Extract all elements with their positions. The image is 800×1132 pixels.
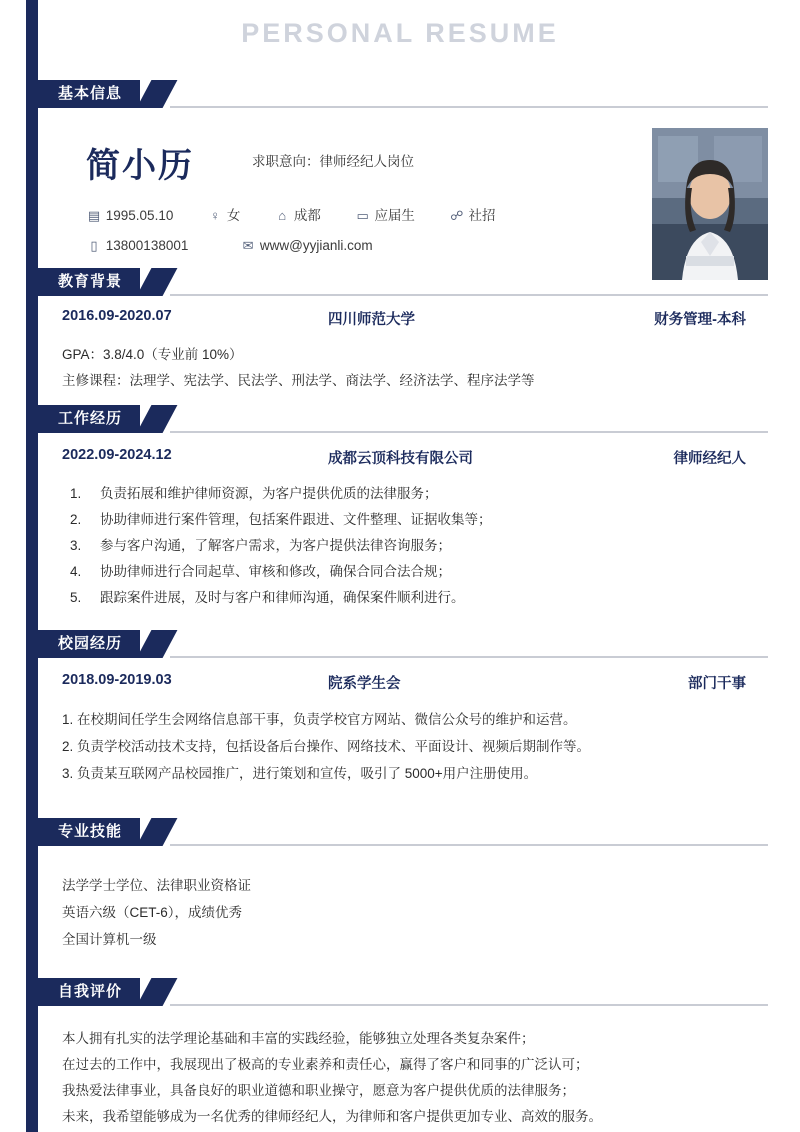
section-tag-tail <box>137 630 178 658</box>
work-company: 成都云顶科技有限公司 <box>328 451 473 467</box>
section-education <box>38 268 768 394</box>
list-item: 英语六级（CET-6），成绩优秀 <box>62 905 243 920</box>
meta-recruit-type-value: 社招 <box>468 208 496 223</box>
list-item: 1. 在校期间任学生会网络信息部干事，负责学校官方网站、微信公众号的维护和运营。 <box>62 712 577 727</box>
section-header-skills <box>38 818 768 846</box>
meta-birthdate <box>86 208 173 224</box>
work-date: 2022.09-2024.12 <box>62 447 172 463</box>
list-item: 3. 负责某互联网产品校园推广，进行策划和宣传，吸引了 5000+用户注册使用。 <box>62 766 538 781</box>
section-tag-tail <box>137 818 178 846</box>
basic-info-body <box>38 108 768 278</box>
meta-gender <box>207 204 240 224</box>
list-item <box>62 559 768 585</box>
list-item <box>62 585 768 611</box>
section-header-work <box>38 405 768 433</box>
phone-icon: ▯ <box>90 238 98 253</box>
education-school: 四川师范大学 <box>328 312 415 328</box>
meta-row-2 <box>86 238 403 254</box>
document-watermark: PERSONAL RESUME <box>241 18 559 48</box>
meta-birthdate-value: 1995.05.10 <box>105 208 174 223</box>
list-item <box>62 533 768 559</box>
work-bullet-list <box>62 481 768 611</box>
meta-phone <box>86 238 188 254</box>
section-title-education: 教育背景 <box>38 268 140 296</box>
meta-status-value: 应届生 <box>374 208 415 223</box>
section-work <box>38 405 768 611</box>
section-campus <box>38 630 768 787</box>
bullet-text: 跟踪案件进展，及时与客户和律师沟通，确保案件顺利进行。 <box>100 590 465 605</box>
list-item: 全国计算机一级 <box>62 932 157 947</box>
section-tag-tail <box>137 268 178 296</box>
campus-list <box>62 706 768 787</box>
education-body <box>38 296 768 394</box>
meta-phone-value: 13800138001 <box>105 238 189 253</box>
bullet-number: 2. <box>70 512 82 527</box>
section-header-evaluation <box>38 978 768 1006</box>
evaluation-line: 在过去的工作中，我展现出了极高的专业素养和责任心，赢得了客户和同事的广泛认可； <box>62 1057 589 1072</box>
section-header-campus <box>38 630 768 658</box>
location-icon: ⌂ <box>278 208 287 223</box>
evaluation-body <box>38 1006 768 1130</box>
campus-row <box>62 672 768 698</box>
campus-role: 部门干事 <box>688 676 746 692</box>
section-basic-info <box>38 80 768 278</box>
list-item <box>62 481 768 507</box>
list-item: 法学学士学位、法律职业资格证 <box>62 878 251 893</box>
evaluation-line: 未来，我希望能够成为一名优秀的律师经纪人，为律师和客户提供更加专业、高效的服务。 <box>62 1109 602 1124</box>
education-gpa: GPA：3.8/4.0（专业前 10%） <box>62 347 243 362</box>
list-item: 2. 负责学校活动技术支持，包括设备后台操作、网络技术、平面设计、视频后期制作等。 <box>62 739 591 754</box>
education-courses: 主修课程：法理学、宪法学、民法学、刑法学、商法学、经济法学、程序法学等 <box>62 373 535 388</box>
left-accent-bar <box>26 0 38 1132</box>
evaluation-line: 我热爱法律事业，具备良好的职业道德和职业操守，愿意为客户提供优质的法律服务； <box>62 1083 575 1098</box>
bullet-text: 负责拓展和维护律师资源，为客户提供优质的法律服务； <box>100 486 438 501</box>
section-skills <box>38 818 768 953</box>
bullet-text: 参与客户沟通，了解客户需求，为客户提供法律咨询服务； <box>100 538 451 553</box>
meta-city <box>274 204 321 224</box>
meta-gender-value: 女 <box>226 208 241 223</box>
calendar-icon: ▤ <box>87 208 101 223</box>
meta-email <box>240 238 373 254</box>
work-role: 律师经纪人 <box>673 451 746 467</box>
evaluation-line: 本人拥有扎实的法学理论基础和丰富的实践经验，能够独立处理各类复杂案件； <box>62 1031 535 1046</box>
education-date: 2016.09-2020.07 <box>62 308 172 324</box>
section-title-evaluation: 自我评价 <box>38 978 140 1006</box>
meta-recruit-type <box>449 204 496 224</box>
work-body <box>38 433 768 611</box>
list-item <box>62 507 768 533</box>
bullet-number: 5. <box>70 590 82 605</box>
campus-body <box>38 658 768 787</box>
section-header-basic <box>38 80 768 108</box>
profile-photo <box>652 128 768 280</box>
skills-list <box>62 872 768 953</box>
section-evaluation <box>38 978 768 1130</box>
section-tag-tail <box>137 978 178 1006</box>
meta-email-value: www@yyjianli.com <box>259 238 373 253</box>
section-tag-tail <box>137 405 178 433</box>
work-row <box>62 447 768 473</box>
bullet-text: 协助律师进行案件管理，包括案件跟进、文件整理、证据收集等； <box>100 512 492 527</box>
bullet-number: 4. <box>70 564 82 579</box>
section-header-education <box>38 268 768 296</box>
section-title-work: 工作经历 <box>38 405 140 433</box>
section-tag-tail <box>137 80 178 108</box>
meta-status <box>355 204 415 224</box>
meta-city-value: 成都 <box>293 208 321 223</box>
person-icon: ☍ <box>450 208 464 223</box>
education-row <box>62 308 768 334</box>
applicant-name: 简小历 <box>86 147 194 185</box>
education-major: 财务管理-本科 <box>654 312 746 328</box>
bullet-text: 协助律师进行合同起草、审核和修改，确保合同合法合规； <box>100 564 451 579</box>
section-title-basic: 基本信息 <box>38 80 140 108</box>
mail-icon: ✉ <box>242 238 254 253</box>
campus-org: 院系学生会 <box>328 676 401 692</box>
meta-row-1 <box>86 204 525 224</box>
gender-icon: ♀ <box>210 208 220 223</box>
campus-date: 2018.09-2019.03 <box>62 672 172 688</box>
bullet-number: 1. <box>70 486 82 501</box>
section-title-skills: 专业技能 <box>38 818 140 846</box>
briefcase-icon: ▭ <box>356 208 369 223</box>
bullet-number: 3. <box>70 538 82 553</box>
section-title-campus: 校园经历 <box>38 630 140 658</box>
job-intent: 求职意向：律师经纪人岗位 <box>252 154 414 169</box>
skills-body <box>38 846 768 953</box>
